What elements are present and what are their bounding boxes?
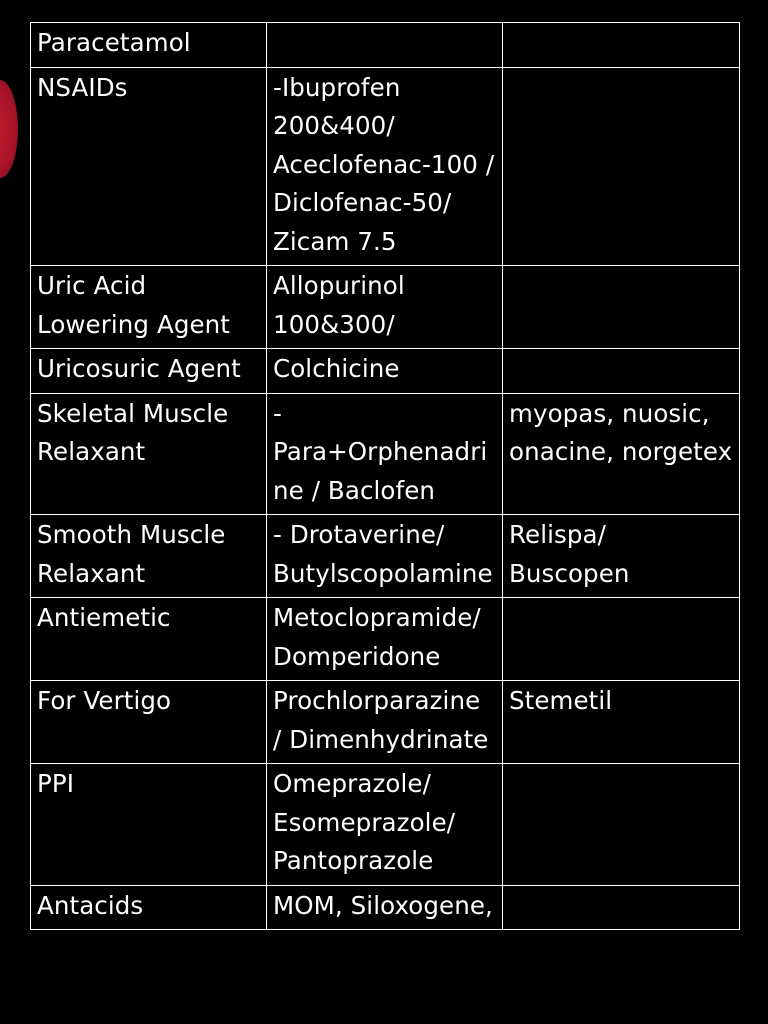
- drug-names-cell: -Ibuprofen 200&400/ Aceclofenac-100 / Diclofenac-50/ Zicam 7.5: [267, 67, 503, 266]
- table-row: [31, 266, 740, 349]
- drug-class-cell: PPI: [31, 764, 267, 886]
- table-row: [31, 598, 740, 681]
- red-shape-decoration: [0, 80, 18, 178]
- drug-class-cell: For Vertigo: [31, 681, 267, 764]
- brand-names-cell: [503, 349, 740, 394]
- table-row: [31, 515, 740, 598]
- drug-class-cell: Uricosuric Agent: [31, 349, 267, 394]
- table-row: [31, 23, 740, 68]
- table-row: [31, 67, 740, 266]
- drug-table: [30, 22, 740, 930]
- brand-names-cell: myopas, nuosic, onacine, norgetex: [503, 393, 740, 515]
- brand-names-cell: [503, 67, 740, 266]
- drug-class-cell: Antacids: [31, 885, 267, 930]
- brand-names-cell: [503, 266, 740, 349]
- brand-names-cell: Stemetil: [503, 681, 740, 764]
- drug-names-cell: [267, 23, 503, 68]
- drug-class-cell: Uric Acid Lowering Agent: [31, 266, 267, 349]
- brand-names-cell: [503, 23, 740, 68]
- drug-names-cell: -Para+Orphenadrine / Baclofen: [267, 393, 503, 515]
- drug-class-cell: Antiemetic: [31, 598, 267, 681]
- table-row: [31, 885, 740, 930]
- drug-names-cell: Metoclopramide/ Domperidone: [267, 598, 503, 681]
- drug-names-cell: - Drotaverine/ Butylscopolamine: [267, 515, 503, 598]
- table-row: [31, 764, 740, 886]
- drug-names-cell: MOM, Siloxogene,: [267, 885, 503, 930]
- drug-names-cell: Omeprazole/ Esomeprazole/ Pantoprazole: [267, 764, 503, 886]
- table-row: [31, 681, 740, 764]
- table-row: [31, 349, 740, 394]
- drug-class-cell: Paracetamol: [31, 23, 267, 68]
- brand-names-cell: [503, 885, 740, 930]
- drug-class-cell: Smooth Muscle Relaxant: [31, 515, 267, 598]
- brand-names-cell: [503, 764, 740, 886]
- table-viewport: [30, 22, 740, 975]
- table-row: [31, 393, 740, 515]
- brand-names-cell: Relispa/ Buscopen: [503, 515, 740, 598]
- drug-names-cell: Allopurinol 100&300/: [267, 266, 503, 349]
- brand-names-cell: [503, 598, 740, 681]
- drug-names-cell: Prochlorparazine / Dimenhydrinate: [267, 681, 503, 764]
- drug-class-cell: Skeletal Muscle Relaxant: [31, 393, 267, 515]
- drug-class-cell: NSAIDs: [31, 67, 267, 266]
- drug-names-cell: Colchicine: [267, 349, 503, 394]
